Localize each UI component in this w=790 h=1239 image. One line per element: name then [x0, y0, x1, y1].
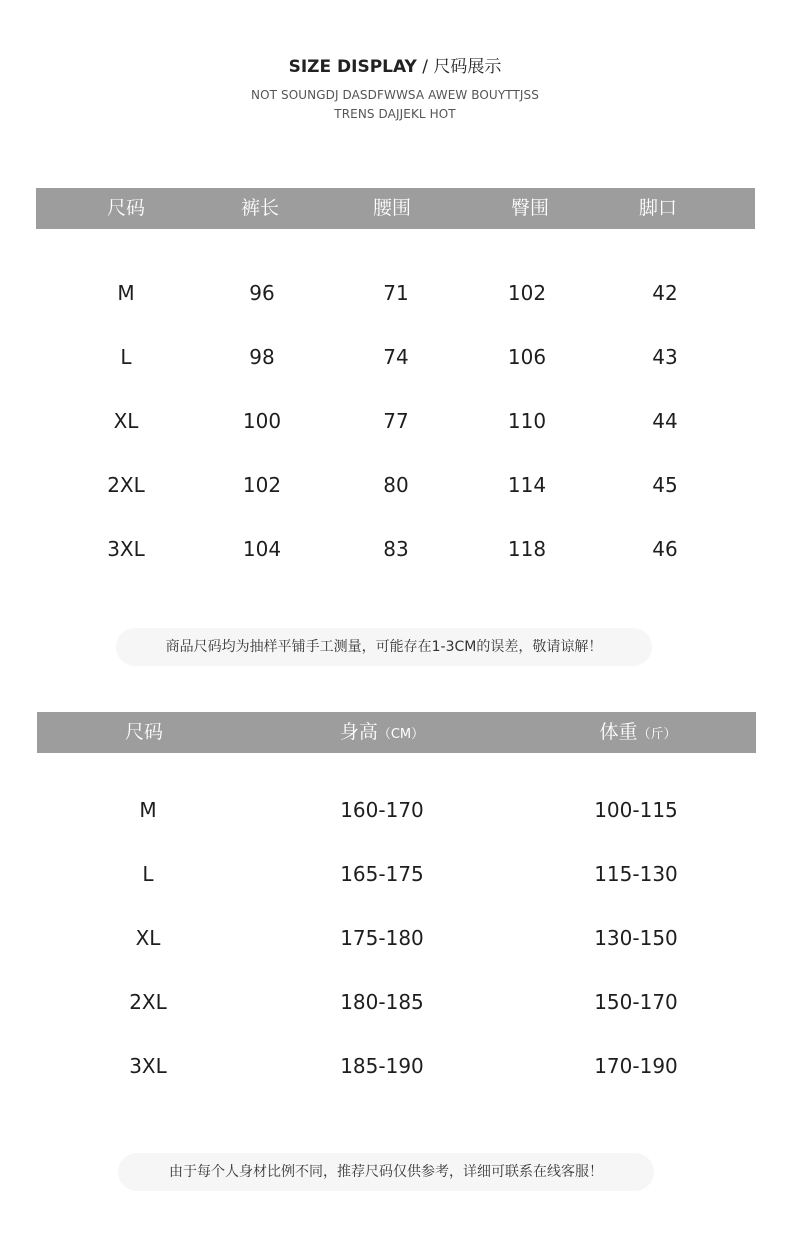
recommend-header-weight: [599, 712, 676, 753]
recommend-header-weight-label: 体重: [599, 721, 638, 743]
page-title: [0, 52, 790, 77]
table-cell: 110: [507, 409, 547, 433]
table-cell: 42: [652, 281, 678, 305]
table-cell: 83: [383, 537, 409, 561]
table-cell: 160-170: [340, 798, 424, 822]
size-header-length: 裤长: [240, 197, 280, 219]
recommend-table-header: [37, 712, 756, 753]
table-cell: 2XL: [107, 473, 145, 497]
table-cell: 130-150: [594, 926, 678, 950]
table-cell: 3XL: [107, 537, 145, 561]
size-header-size: 尺码: [106, 197, 146, 219]
subtitle-line-1: NOT SOUNGDJ DASDFWWSA AWEW BOUYTTJSS: [251, 88, 539, 102]
recommend-header-size: [125, 712, 163, 753]
title-separator: /: [416, 57, 434, 77]
size-header-hip: 臀围: [510, 197, 550, 219]
table-cell: 77: [383, 409, 409, 433]
table-cell: 165-175: [340, 862, 424, 886]
table-cell: XL: [113, 409, 139, 433]
table-cell: L: [120, 345, 132, 369]
table-cell: 115-130: [594, 862, 678, 886]
table-cell: 71: [383, 281, 409, 305]
table-cell: XL: [135, 926, 161, 950]
table-cell: 2XL: [129, 990, 167, 1014]
table-cell: 150-170: [594, 990, 678, 1014]
title-zh: 尺码展示: [433, 57, 502, 77]
table-cell: M: [139, 798, 157, 822]
table-cell: 74: [383, 345, 409, 369]
table-cell: 102: [242, 473, 282, 497]
size-measurement-note: 商品尺码均为抽样平铺手工测量，可能存在1-3CM的误差，敬请谅解！: [116, 628, 652, 666]
table-cell: M: [117, 281, 135, 305]
table-cell: 80: [383, 473, 409, 497]
table-cell: 185-190: [340, 1054, 424, 1078]
recommend-disclaimer-note: 由于每个人身材比例不同，推荐尺码仅供参考，详细可联系在线客服！: [118, 1153, 654, 1191]
table-cell: 118: [507, 537, 547, 561]
table-cell: 96: [249, 281, 275, 305]
recommend-header-height-label: 身高: [339, 721, 378, 743]
table-cell: 114: [507, 473, 547, 497]
table-cell: 100-115: [594, 798, 678, 822]
table-cell: 44: [652, 409, 678, 433]
table-cell: 104: [242, 537, 282, 561]
table-cell: 46: [652, 537, 678, 561]
size-table-header: [36, 188, 755, 229]
table-cell: 45: [652, 473, 678, 497]
table-cell: 43: [652, 345, 678, 369]
size-header-waist: 腰围: [372, 197, 412, 219]
title-en: SIZE DISPLAY: [288, 57, 417, 77]
table-cell: 100: [242, 409, 282, 433]
table-cell: 106: [507, 345, 547, 369]
table-cell: 175-180: [340, 926, 424, 950]
recommend-header-size-label: 尺码: [124, 721, 164, 743]
table-cell: 3XL: [129, 1054, 167, 1078]
size-header-hem: 脚口: [638, 197, 678, 219]
recommend-header-height-unit: （CM）: [377, 727, 425, 742]
table-cell: L: [142, 862, 154, 886]
table-cell: 98: [249, 345, 275, 369]
table-cell: 180-185: [340, 990, 424, 1014]
subtitle-line-2: TRENS DAJJEKL HOT: [334, 107, 456, 121]
recommend-header-weight-unit: （斤）: [637, 727, 677, 742]
table-cell: 170-190: [594, 1054, 678, 1078]
recommend-header-height: [340, 712, 424, 753]
table-cell: 102: [507, 281, 547, 305]
